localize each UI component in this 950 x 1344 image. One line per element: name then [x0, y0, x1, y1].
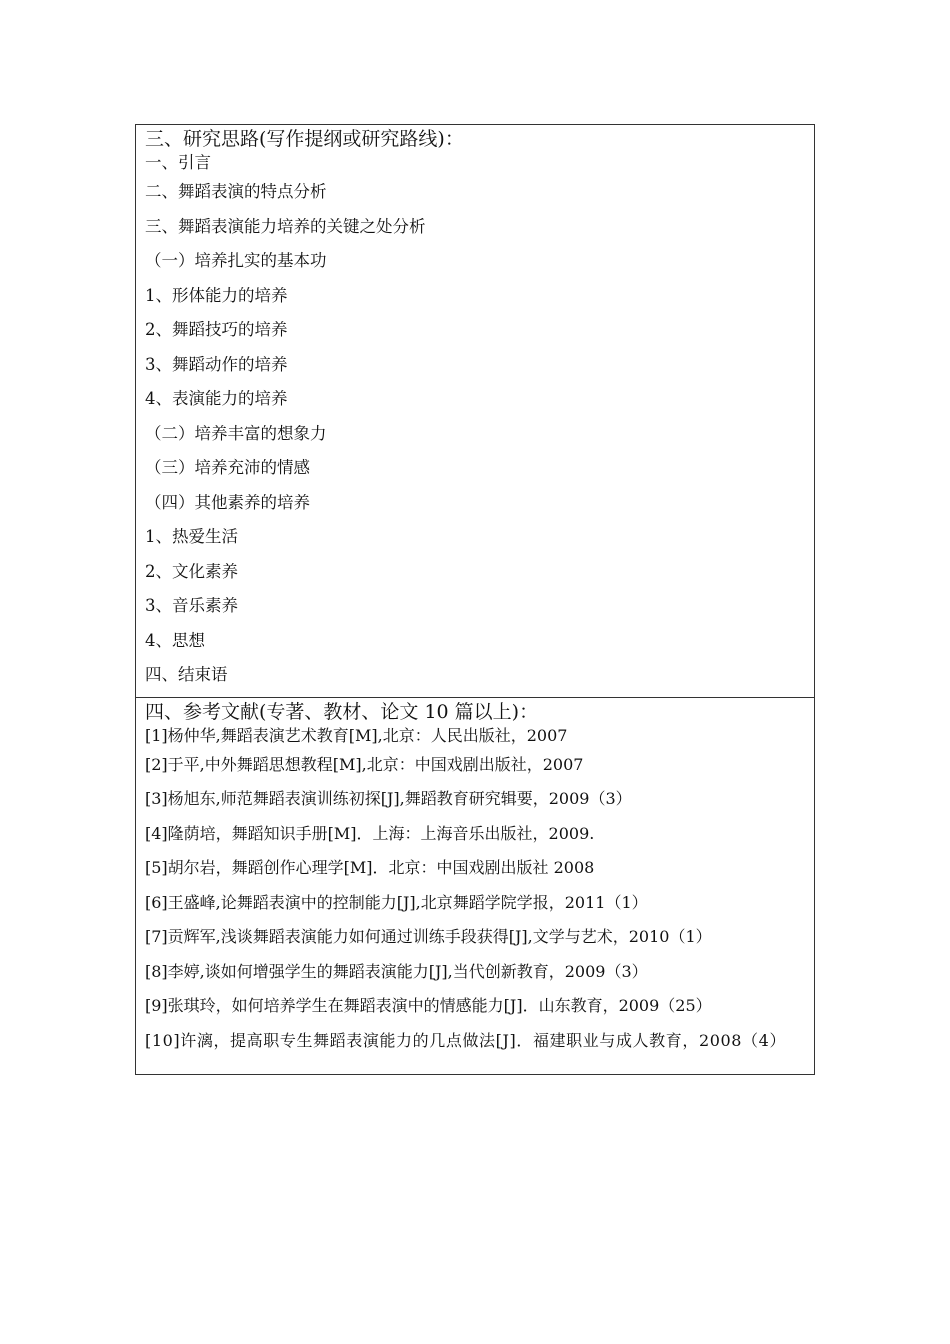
references-heading: 四、参考文献(专著、教材、论文 10 篇以上)：	[145, 700, 539, 723]
outline-item: 3、舞蹈动作的培养	[145, 354, 288, 374]
outline-item: 一、引言	[145, 153, 211, 172]
reference-item: [9]张琪玲，如何培养学生在舞蹈表演中的情感能力[J]．山东教育，2009（25）	[145, 996, 712, 1015]
reference-item: [5]胡尔岩，舞蹈创作心理学[M]．北京：中国戏剧出版社 2008	[145, 858, 595, 877]
reference-item: [4]隆荫培，舞蹈知识手册[M]．上海：上海音乐出版社，2009.	[145, 823, 595, 843]
reference-item: [7]贡辉军,浅谈舞蹈表演能力如何通过训练手段获得[J],文学与艺术，2010（1）	[145, 927, 712, 946]
outline-item: 1、热爱生活	[145, 527, 238, 546]
outline-item: 二、舞蹈表演的特点分析	[145, 182, 327, 201]
research-outline-heading: 三、研究思路(写作提纲或研究路线)：	[145, 128, 464, 150]
reference-item: [2]于平,中外舞蹈思想教程[M],北京：中国戏剧出版社，2007	[145, 754, 584, 774]
reference-item: [6]王盛峰,论舞蹈表演中的控制能力[J],北京舞蹈学院学报，2011（1）	[145, 892, 648, 912]
outline-item: （三）培养充沛的情感	[145, 458, 310, 477]
outline-item: （二）培养丰富的想象力	[145, 423, 327, 443]
outline-item: 1、形体能力的培养	[145, 285, 288, 305]
references-section	[136, 697, 814, 1074]
outline-item: 四、结束语	[145, 665, 228, 684]
outline-item: 2、舞蹈技巧的培养	[145, 320, 288, 339]
outline-item: 4、表演能力的培养	[145, 389, 288, 408]
reference-item: [1]杨仲华,舞蹈表演艺术教育[M],北京：人民出版社，2007	[145, 725, 568, 745]
outline-item: （四）其他素养的培养	[145, 492, 310, 512]
reference-item: [3]杨旭东,师范舞蹈表演训练初探[J],舞蹈教育研究辑要，2009（3）	[145, 789, 632, 808]
outline-list	[145, 151, 808, 697]
outline-item: （一）培养扎实的基本功	[145, 251, 327, 270]
research-outline-section	[136, 126, 814, 697]
reference-item: [8]李婷,谈如何增强学生的舞蹈表演能力[J],当代创新教育，2009（3）	[145, 961, 648, 981]
reference-item: [10]许漓，提高职专生舞蹈表演能力的几点做法[J]．福建职业与成人教育，2008（4）	[145, 1030, 787, 1050]
outline-item: 三、舞蹈表演能力培养的关键之处分析	[145, 216, 426, 236]
outline-item: 2、文化素养	[145, 561, 238, 581]
outline-item: 3、音乐素养	[145, 596, 238, 615]
reference-list	[145, 724, 808, 1074]
outline-item: 4、思想	[145, 630, 205, 650]
proposal-form-table	[135, 124, 815, 1075]
